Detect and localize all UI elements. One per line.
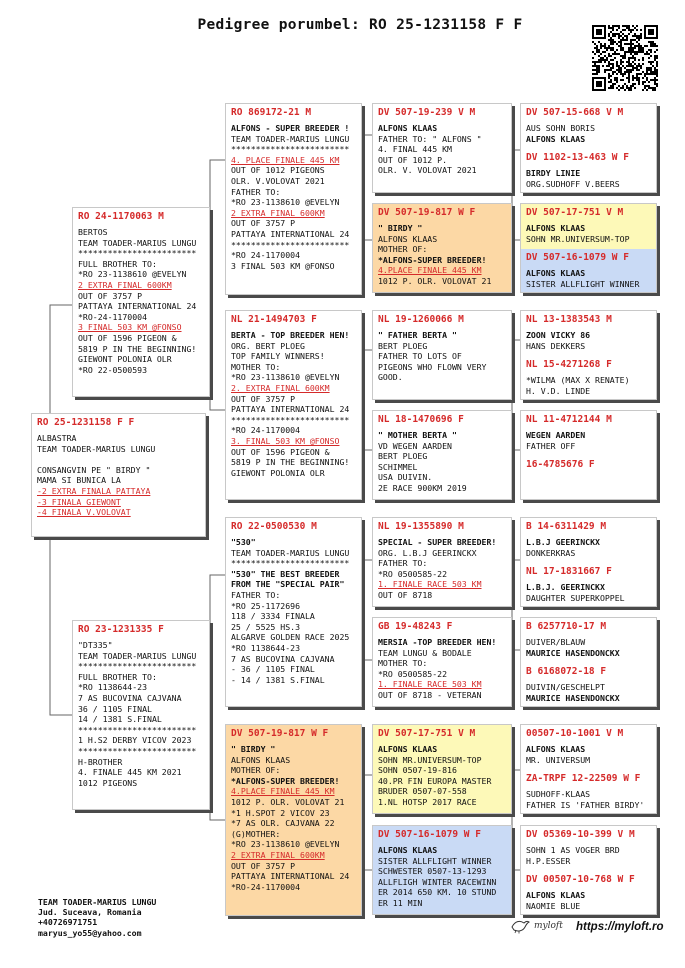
pedigree-line: ************************ xyxy=(78,745,197,756)
ancestor-half[interactable] xyxy=(521,563,656,607)
pedigree-line: ER 2014 650 KM. 10 STUND xyxy=(378,887,497,898)
pedigree-line: BIRDY LINIE xyxy=(526,168,581,178)
pedigree-line: *WILMA (MAX X RENATE) xyxy=(526,375,630,385)
race-result-text: 3 FINAL 503 KM @FONSO xyxy=(78,322,182,333)
pedigree-line: OUT OF 3757 P xyxy=(231,393,296,404)
race-result-text: 2. EXTRA FINAL 600KM xyxy=(231,382,330,393)
paternal-granddam-card[interactable] xyxy=(225,310,362,500)
pedigree-line: WEGEN AARDEN xyxy=(526,430,586,440)
ring-number: NL 19-1355890 M xyxy=(378,521,464,532)
pedigree-line: VD WEGEN AARDEN xyxy=(378,440,452,451)
ring-number: GB 19-48243 F xyxy=(378,621,453,632)
myloft-brand[interactable] xyxy=(510,918,563,934)
pedigree-line: ORG.SUDHOFF V.BEERS xyxy=(526,178,620,189)
pedigree-line: OUT OF 3757 P xyxy=(231,860,296,871)
ancestor-card[interactable] xyxy=(372,825,512,915)
ring-number: 16-4785676 F xyxy=(526,459,595,470)
pedigree-line: GIEWONT POLONIA OLR xyxy=(231,467,325,478)
page-title: Pedigree porumbel: RO 25-1231158 F F xyxy=(197,17,523,33)
pedigree-line: ALGARVE GOLDEN RACE 2025 xyxy=(231,632,350,643)
pedigree-line: DAUGHTER SUPERKOPPEL xyxy=(526,592,625,603)
ring-number: DV 507-16-1079 W F xyxy=(378,829,481,840)
pedigree-line: ************************ xyxy=(231,144,350,155)
pedigree-line: ALFONS KLAAS xyxy=(526,744,586,754)
pedigree-line: FATHER OFF xyxy=(526,440,576,451)
ring-number: ZA-TRPF 12-22509 W F xyxy=(526,773,641,784)
pedigree-line: ALFONS KLAAS xyxy=(378,744,438,754)
pedigree-line: ER 11 MIN xyxy=(378,897,423,908)
pedigree-line: *RO 0500585-22 xyxy=(378,568,448,579)
pedigree-line: " FATHER BERTA " xyxy=(378,330,457,340)
great-grandparents-card[interactable] xyxy=(520,517,657,607)
paternal-grandsire-card[interactable] xyxy=(225,103,362,295)
pedigree-line: PATTAYA INTERNATIONAL 24 xyxy=(231,228,350,239)
pedigree-line: SISTER ALLFLIGHT WINNER xyxy=(378,855,492,866)
pedigree-line: 1.NL HOTSP 2017 RACE xyxy=(378,796,477,807)
ring-number: RO 23-1231335 F xyxy=(78,624,164,635)
pedigree-line: SCHIMMEL xyxy=(378,461,418,472)
great-grandparents-card[interactable] xyxy=(520,724,657,814)
pedigree-line: - 36 / 1105 FINAL xyxy=(231,664,315,675)
pedigree-line: 1012 PIGEONS xyxy=(78,777,138,788)
pedigree-line: *ALFONS-SUPER BREEDER! xyxy=(231,775,340,786)
pedigree-line: L.B.J. GEERINCKX xyxy=(526,582,605,592)
pedigree-line: PATTAYA INTERNATIONAL 24 xyxy=(231,404,350,415)
pedigree-line: ALFONS KLAAS xyxy=(526,890,586,900)
pedigree-line: " BIRDY " xyxy=(378,223,423,233)
pedigree-line: 25 / 5525 HS.3 xyxy=(231,621,301,632)
pedigree-line: MR. UNIVERSUM xyxy=(526,754,591,765)
pedigree-line: "DT335" xyxy=(78,640,113,650)
pedigree-line: H-BROTHER xyxy=(78,756,123,767)
race-result-text: 4.PLACE FINALE 445 KM xyxy=(231,786,335,797)
pedigree-line: TEAM TOADER-MARIUS LUNGU xyxy=(78,237,197,248)
pedigree-line: SOHN MR.UNIVERSUM-TOP xyxy=(526,233,630,244)
ring-number: RO 869172-21 M xyxy=(231,107,312,118)
pedigree-line: ZOON VICKY 86 xyxy=(526,330,591,340)
pedigree-line: 2E RACE 900KM 2019 xyxy=(378,482,467,493)
pedigree-line: ALFONS KLAAS xyxy=(231,754,291,765)
pedigree-line: ************************ xyxy=(78,661,197,672)
race-result-text: 3. FINAL 503 KM @FONSO xyxy=(231,435,340,446)
ring-number: NL 18-1470696 F xyxy=(378,414,464,425)
pedigree-line: PATTAYA INTERNATIONAL 24 xyxy=(78,301,197,312)
pedigree-line: OUT OF 1012 P. xyxy=(378,154,448,165)
ancestor-half[interactable] xyxy=(521,356,656,400)
pedigree-line: TEAM TOADER-MARIUS LUNGU xyxy=(231,133,350,144)
pedigree-line: MAURICE HASENDONCKX xyxy=(526,692,620,703)
great-grandparents-card[interactable] xyxy=(520,103,657,193)
pedigree-line: MOTHER TO: xyxy=(231,361,281,372)
ancestor-card[interactable] xyxy=(372,617,512,707)
ring-number: DV 507-17-751 V M xyxy=(526,207,624,218)
breeder-team: TEAM TOADER-MARIUS LUNGU xyxy=(38,897,157,907)
pedigree-line: "530" THE BEST BREEDER xyxy=(231,568,340,579)
pedigree-line: 14 / 1381 S.FINAL xyxy=(78,714,162,725)
pedigree-line: SOHN MR.UNIVERSUM-TOP xyxy=(378,754,482,765)
pedigree-line: ALFONS KLAAS xyxy=(526,223,586,233)
pedigree-line: ************************ xyxy=(231,414,350,425)
pedigree-line: SPECIAL - SUPER BREEDER! xyxy=(378,537,497,547)
race-result-text: -4 FINALA V.VOLOVAT xyxy=(37,507,131,518)
pedigree-line: MAMA SI BUNICA LA xyxy=(37,475,121,486)
ancestor-half[interactable] xyxy=(521,411,656,456)
pedigree-line: ALBASTRA xyxy=(37,433,77,443)
pedigree-line: SUDHOFF-KLAAS xyxy=(526,789,591,799)
pedigree-line: FATHER TO: " ALFONS " xyxy=(378,133,482,144)
ring-number: DV 507-17-751 V M xyxy=(378,728,476,739)
pedigree-line: FATHER IS 'FATHER BIRDY' xyxy=(526,799,645,810)
pedigree-line: L.B.J GEERINCKX xyxy=(526,537,600,547)
pedigree-line: TEAM TOADER-MARIUS LUNGU xyxy=(231,547,350,558)
pedigree-line: *RO 23-1138610 @EVELYN xyxy=(78,269,187,280)
ancestor-half[interactable] xyxy=(521,204,656,249)
great-grandparents-card[interactable] xyxy=(520,410,657,500)
breeder-contact xyxy=(38,897,156,938)
pedigree-line: OLR. V. VOLOVAT 2021 xyxy=(378,165,477,176)
ancestor-half[interactable] xyxy=(521,770,656,814)
pedigree-line: ALFONS KLAAS xyxy=(378,123,438,133)
race-result-text: 2 EXTRA FINAL 600KM xyxy=(231,849,325,860)
pedigree-line: SCHWESTER 0507-13-1293 xyxy=(378,866,487,877)
pedigree-line: TEAM TOADER-MARIUS LUNGU xyxy=(78,650,197,661)
pedigree-line: ORG. BERT PLOEG xyxy=(231,340,305,351)
race-result-text: 1. FINALE RACE 503 KM xyxy=(378,579,482,590)
pedigree-line: PIGEONS WHO FLOWN VERY xyxy=(378,361,487,372)
pedigree-line: 4. FINAL 445 KM xyxy=(378,144,452,155)
pedigree-line: PATTAYA INTERNATIONAL 24 xyxy=(231,871,350,882)
race-result-text: 2 EXTRA FINAL 600KM xyxy=(231,207,325,218)
ring-number: DV 507-19-817 W F xyxy=(378,207,476,218)
pedigree-line: BRUDER 0507-07-558 xyxy=(378,786,467,797)
pedigree-line: FATHER TO: xyxy=(231,186,281,197)
ancestor-card[interactable] xyxy=(372,203,512,293)
brand-url-link[interactable]: https://myloft.ro xyxy=(576,921,664,933)
pedigree-line: *RO 23-1138610 @EVELYN xyxy=(231,839,340,850)
pedigree-line: GIEWONT POLONIA OLR xyxy=(78,354,172,365)
pedigree-line: OUT OF 3757 P xyxy=(231,218,296,229)
maternal-granddam-card[interactable] xyxy=(225,724,362,916)
ring-number: RO 24-1170063 M xyxy=(78,211,164,222)
pedigree-line: MOTHER OF: xyxy=(231,765,281,776)
pedigree-line: SISTER ALLFLIGHT WINNER xyxy=(526,278,640,289)
ancestor-card[interactable] xyxy=(372,517,512,607)
pedigree-line: TEAM TOADER-MARIUS LUNGU xyxy=(37,443,156,454)
ring-number: 00507-10-1001 V M xyxy=(526,728,624,739)
pedigree-line: TOP FAMILY WINNERS! xyxy=(231,351,325,362)
ring-number: NL 17-1831667 F xyxy=(526,566,612,577)
ring-number: DV 507-19-817 W F xyxy=(231,728,329,739)
ring-number: DV 507-15-668 V M xyxy=(526,107,624,118)
pedigree-line: ALLFLIGH WINTER RACEWINN xyxy=(378,876,497,887)
pedigree-line: 118 / 3334 FINALA xyxy=(231,611,315,622)
pedigree-line: ALFONS KLAAS xyxy=(526,268,586,278)
ring-number: RO 25-1231158 F F xyxy=(37,417,135,428)
ring-number: DV 05369-10-399 V M xyxy=(526,829,635,840)
ring-number: NL 11-4712144 M xyxy=(526,414,612,425)
pedigree-line: ************************ xyxy=(78,724,197,735)
pedigree-line: ALFONS KLAAS xyxy=(526,133,586,144)
ancestor-half[interactable] xyxy=(521,663,656,707)
ancestor-half[interactable] xyxy=(521,518,656,563)
pedigree-line: OUT OF 1596 PIGEON & xyxy=(231,446,330,457)
pedigree-line: OUT OF 1012 PIGEONS xyxy=(231,165,325,176)
pedigree-line: MAURICE HASENDONCKX xyxy=(526,647,620,658)
great-grandparents-card[interactable] xyxy=(520,825,657,915)
pedigree-line: ************************ xyxy=(231,558,350,569)
ancestor-half[interactable] xyxy=(521,725,656,770)
ancestor-half[interactable] xyxy=(521,826,656,871)
pedigree-line: CONSANGVIN PE " BIRDY " xyxy=(37,464,151,475)
pedigree-line: H. V.D. LINDE xyxy=(526,385,591,396)
ring-number: DV 507-19-239 V M xyxy=(378,107,476,118)
pedigree-line: *RO-24-1170004 xyxy=(231,881,301,892)
dam-card[interactable] xyxy=(72,620,210,810)
ancestor-half[interactable] xyxy=(521,149,656,193)
pedigree-line: DONKERKRAS xyxy=(526,547,576,558)
pedigree-line: - 14 / 1381 S.FINAL xyxy=(231,674,325,685)
subject-pigeon-card[interactable] xyxy=(31,413,206,537)
ring-number: NL 21-1494703 F xyxy=(231,314,317,325)
ancestor-half[interactable] xyxy=(521,618,656,663)
ancestor-card[interactable] xyxy=(372,103,512,193)
ancestor-half[interactable] xyxy=(521,249,656,293)
pedigree-line: MOTHER OF: xyxy=(378,244,428,255)
pedigree-line: BERTA - TOP BREEDER HEN! xyxy=(231,330,350,340)
great-grandparents-card[interactable] xyxy=(520,310,657,400)
race-result-text: 2 EXTRA FINAL 600KM xyxy=(78,279,172,290)
breeder-location: Jud. Suceava, Romania xyxy=(38,907,142,918)
pedigree-line: FULL BROTHER TO: xyxy=(78,258,157,269)
pedigree-line: MOTHER TO: xyxy=(378,658,428,669)
great-grandparents-card[interactable] xyxy=(520,617,657,707)
pedigree-line: *RO 22-0500593 xyxy=(78,364,148,375)
pedigree-line: FATHER TO LOTS OF xyxy=(378,351,462,362)
race-result-text: 1. FINALE RACE 503 KM xyxy=(378,679,482,690)
qr-code-icon xyxy=(592,25,658,91)
pedigree-line: OUT OF 8718 xyxy=(378,589,433,600)
race-result-text: 4. PLACE FINALE 445 KM xyxy=(231,154,340,165)
ancestor-card[interactable] xyxy=(372,310,512,400)
pedigree-line: 1012 P. OLR. VOLOVAT 21 xyxy=(378,275,492,286)
pedigree-line: 1012 P. OLR. VOLOVAT 21 xyxy=(231,796,345,807)
pedigree-line: BERT PLOEG xyxy=(378,451,428,462)
race-result-text: -3 FINALA GIEWONT xyxy=(37,496,121,507)
ring-number: NL 19-1260066 M xyxy=(378,314,464,325)
pedigree-line: *RO 1138644-23 xyxy=(231,642,301,653)
pedigree-line: *RO-24-1170004 xyxy=(78,311,148,322)
pedigree-line: *ALFONS-SUPER BREEDER! xyxy=(378,254,487,265)
race-result-text: 4.PLACE FINALE 445 KM xyxy=(378,265,482,276)
ring-number: RO 22-0500530 M xyxy=(231,521,317,532)
pedigree-line: FATHER TO: xyxy=(378,558,428,569)
pedigree-line: 3 FINAL 503 KM @FONSO xyxy=(231,260,335,271)
brand-name: myloft xyxy=(534,921,563,931)
pedigree-line: ************************ xyxy=(231,239,350,250)
pedigree-line: 7 AS BUCOVINA CAJVANA xyxy=(78,692,182,703)
ring-number: B 14-6311429 M xyxy=(526,521,607,532)
ancestor-half[interactable] xyxy=(521,311,656,356)
pedigree-line: BERTOS xyxy=(78,227,108,237)
pedigree-line: *RO 1138644-23 xyxy=(78,682,148,693)
pedigree-line: FROM THE "SPECIAL PAIR" xyxy=(231,579,345,590)
ring-number: B 6257710-17 M xyxy=(526,621,607,632)
pedigree-line: *RO 23-1138610 @EVELYN xyxy=(231,372,340,383)
ring-number: DV 507-16-1079 W F xyxy=(526,252,629,263)
pedigree-line: SOHN 0507-19-816 xyxy=(378,765,457,776)
pedigree-line: ALFONS KLAAS xyxy=(378,233,438,244)
pedigree-line: *RO 24-1170004 xyxy=(231,250,301,261)
pedigree-line: *RO 0500585-22 xyxy=(378,668,448,679)
breeder-phone[interactable]: +40726971751 xyxy=(38,917,98,928)
ancestor-half[interactable] xyxy=(521,871,656,915)
pedigree-line: " BIRDY " xyxy=(231,744,276,754)
pedigree-line: GOOD. xyxy=(378,372,403,383)
pedigree-line: NAOMIE BLUE xyxy=(526,900,581,911)
pedigree-line: AUS SOHN BORIS xyxy=(526,123,596,133)
pedigree-line: DUIVIN/GESCHELPT xyxy=(526,682,605,692)
breeder-email[interactable]: maryus_yo55@yahoo.com xyxy=(38,927,142,938)
ring-number: DV 1102-13-463 W F xyxy=(526,152,629,163)
pedigree-line: BERT PLOEG xyxy=(378,340,428,351)
pedigree-line: FATHER TO: xyxy=(231,589,281,600)
race-result-text: -2 EXTRA FINALA PATTAYA xyxy=(37,485,151,496)
pedigree-line: 40.PR FIN EUROPA MASTER xyxy=(378,775,492,786)
pedigree-line: *1 H.SPOT 2 VICOV 23 xyxy=(231,807,330,818)
pedigree-line: *7 AS OLR. CAJVANA 22 xyxy=(231,818,335,829)
pedigree-line: OUT OF 8718 - VETERAN xyxy=(378,689,482,700)
ancestor-half[interactable] xyxy=(521,456,656,500)
pedigree-line: DUIVER/BLAUW xyxy=(526,637,586,647)
ring-number: NL 15-4271268 F xyxy=(526,359,612,370)
ancestor-card[interactable] xyxy=(372,410,512,500)
pedigree-line: 5819 P IN THE BEGINNING! xyxy=(231,457,350,468)
pedigree-line: MERSIA -TOP BREEDER HEN! xyxy=(378,637,497,647)
pedigree-line: H.P.ESSER xyxy=(526,855,571,866)
ring-number: NL 13-1383543 M xyxy=(526,314,612,325)
ancestor-card[interactable] xyxy=(372,724,512,814)
pedigree-line: 5819 P IN THE BEGINNING! xyxy=(78,343,197,354)
bird-logo-icon xyxy=(510,918,530,934)
ring-number: DV 00507-10-768 W F xyxy=(526,874,635,885)
pedigree-line xyxy=(37,454,200,465)
pedigree-line: TEAM LUNGU & BODALE xyxy=(378,647,472,658)
ancestor-half[interactable] xyxy=(521,104,656,149)
pedigree-line: ************************ xyxy=(78,248,197,259)
pedigree-line: OLR. V.VOLOVAT 2021 xyxy=(231,175,325,186)
pedigree-line: ALFONS KLAAS xyxy=(378,845,438,855)
pedigree-line: " MOTHER BERTA " xyxy=(378,430,457,440)
maternal-grandsire-card[interactable] xyxy=(225,517,362,707)
pedigree-line: 7 AS BUCOVINA CAJVANA xyxy=(231,653,335,664)
pedigree-line: OUT OF 1596 PIGEON & xyxy=(78,332,177,343)
pedigree-line: USA DUIVIN. xyxy=(378,472,433,483)
pedigree-line: OUT OF 3757 P xyxy=(78,290,143,301)
great-grandparents-card[interactable] xyxy=(520,203,657,293)
pedigree-line: 36 / 1105 FINAL xyxy=(78,703,152,714)
pedigree-line: *RO 24-1170004 xyxy=(231,425,301,436)
pedigree-line: FULL BROTHER TO: xyxy=(78,671,157,682)
pedigree-line: *RO 25-1172696 xyxy=(231,600,301,611)
pedigree-line: *RO 23-1138610 @EVELYN xyxy=(231,197,340,208)
pedigree-line: ALFONS - SUPER BREEDER ! xyxy=(231,123,350,133)
pedigree-line: HANS DEKKERS xyxy=(526,340,586,351)
ring-number: B 6168072-18 F xyxy=(526,666,607,677)
pedigree-line: 1 H.S2 DERBY VICOV 2023 xyxy=(78,735,192,746)
pedigree-line: SOHN 1 AS VOGER BRD xyxy=(526,845,620,855)
pedigree-line: "530" xyxy=(231,537,256,547)
pedigree-line: (G)MOTHER: xyxy=(231,828,281,839)
sire-card[interactable] xyxy=(72,207,210,397)
pedigree-line: 4. FINALE 445 KM 2021 xyxy=(78,767,182,778)
pedigree-line: ORG. L.B.J GEERINCKX xyxy=(378,547,477,558)
